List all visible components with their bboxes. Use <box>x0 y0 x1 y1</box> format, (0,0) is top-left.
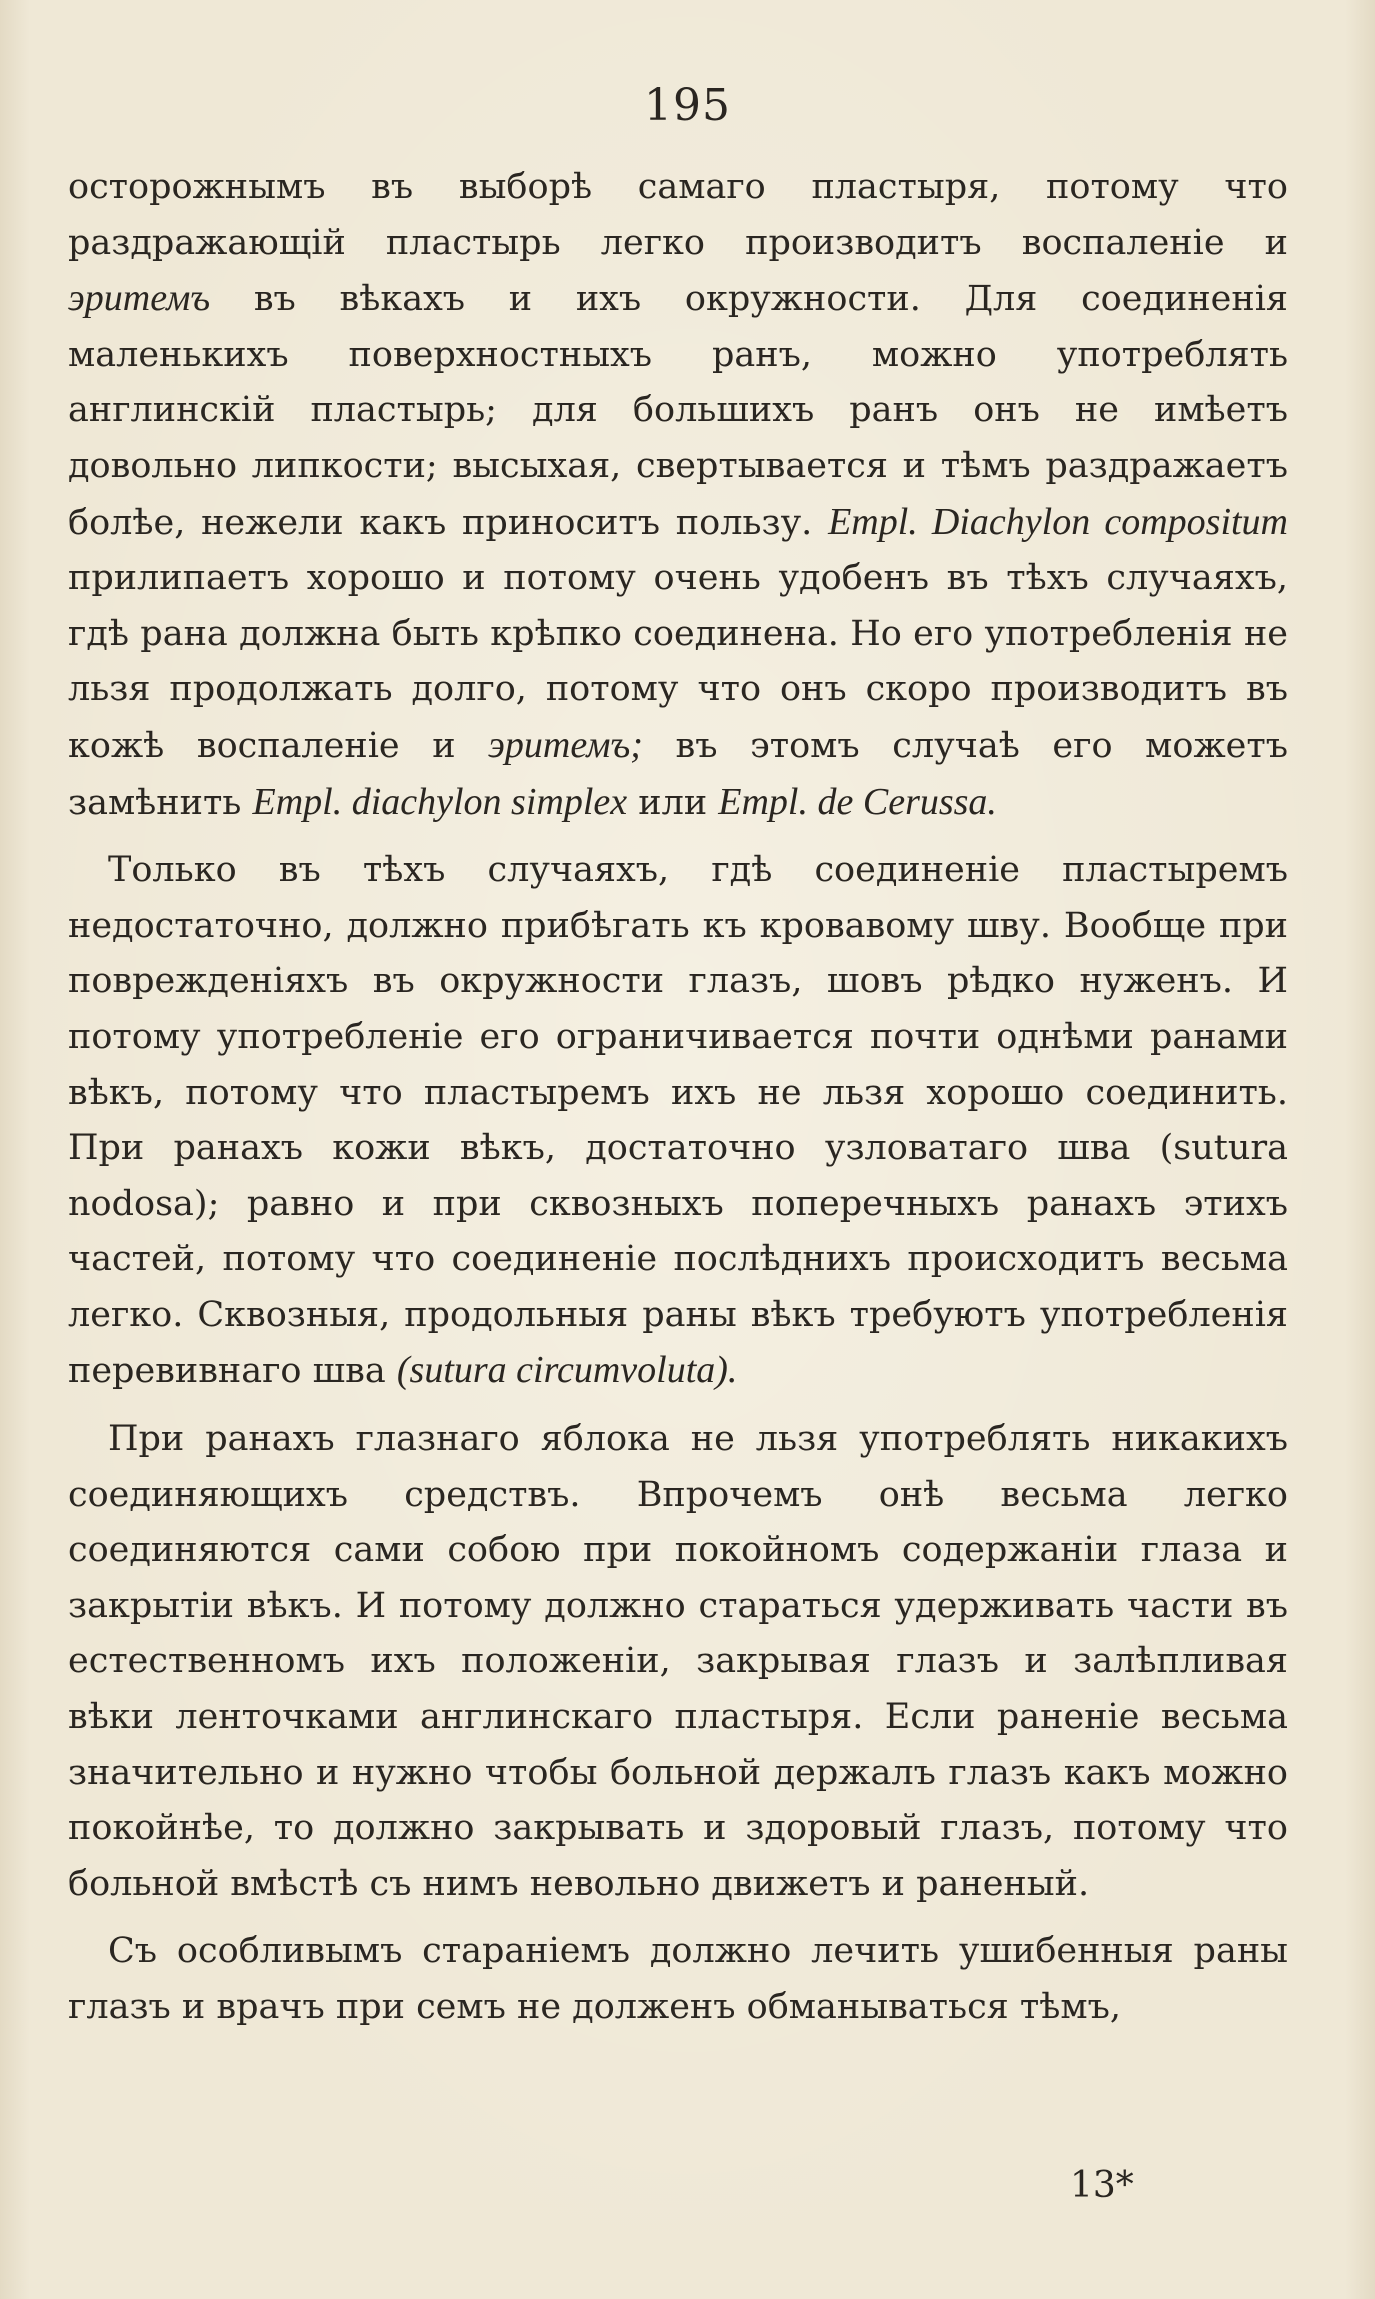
text-run: При ранахъ глазнаго яблока не льзя употреблять никакихъ соединяющихъ средствъ. Впрочемъ онѣ весьма легко соединяются сами собою при покойномъ содержаніи глаза и закрытіи вѣкъ. И потому должно стараться удерживать части въ естественномъ ихъ положеніи, закрывая глазъ и залѣпливая вѣки ленточками англинскаго пластыря. Если раненіе весьма значительно и нужно чтобы больной держалъ глазъ какъ можно покойнѣе, то должно закрывать и здоровый глазъ, потому что больной вмѣстѣ съ нимъ невольно движетъ и раненый. <box>68 1419 1288 1904</box>
italic-text: эритемъ; <box>488 723 643 766</box>
body-text <box>68 160 1288 2048</box>
italic-text: Empl. diachylon simplex <box>252 780 628 823</box>
paragraph <box>68 843 1288 1400</box>
italic-text: Empl. Diachylon compositum <box>828 500 1288 543</box>
text-run: осторожнымъ въ выборѣ самаго пластыря, потому что раздражающій пластырь легко производитъ воспаленіе и <box>68 167 1288 263</box>
signature-mark: 13* <box>1070 2165 1134 2206</box>
italic-text: эритемъ <box>68 277 211 320</box>
page-number: 195 <box>644 80 731 131</box>
text-run: или <box>627 782 719 823</box>
text-run: Съ особливымъ стараніемъ должно лечить ушибенныя раны глазъ и врачъ при семъ не долженъ обманываться тѣмъ, <box>68 1931 1288 2027</box>
paragraph <box>68 160 1288 831</box>
paragraph <box>68 1412 1288 1912</box>
text-run: прилипаетъ хорошо и потому очень удобенъ въ тѣхъ случаяхъ, гдѣ рана должна быть крѣпко соединена. Но его употребленія не льзя продолжать долго, потому что онъ скоро производитъ въ кожѣ воспаленіе и <box>68 558 1288 766</box>
text-run: въ этомъ случаѣ его можетъ замѣнить <box>68 725 1288 823</box>
italic-text: Empl. de Cerussa. <box>718 780 997 823</box>
italic-text: (sutura circumvoluta). <box>396 1349 738 1392</box>
text-run: въ вѣкахъ и ихъ окружности. Для соединенія маленькихъ поверхностныхъ ранъ, можно употреблять англинскій пластырь; для большихъ ранъ онъ не имѣетъ довольно липкости; высыхая, свертывается и тѣмъ раздражаетъ болѣе, нежели какъ приноситъ пользу. <box>68 279 1288 543</box>
text-run: Только въ тѣхъ случаяхъ, гдѣ соединеніе пластыремъ недостаточно, должно прибѣгать къ кровавому шву. Вообще при поврежденіяхъ въ окружности глазъ, шовъ рѣдко нуженъ. И потому употребленіе его ограничивается почти однѣми ранами вѣкъ, потому что пластыремъ ихъ не льзя хорошо соединить. При ранахъ кожи вѣкъ, достаточно узловатаго шва (sutura nodosa); равно и при сквозныхъ поперечныхъ ранахъ этихъ частей, потому что соединеніе послѣднихъ происходитъ весьма легко. Сквозныя, продольныя раны вѣкъ требуютъ употребленія перевивнаго шва <box>68 850 1288 1392</box>
paragraph <box>68 1924 1288 2035</box>
